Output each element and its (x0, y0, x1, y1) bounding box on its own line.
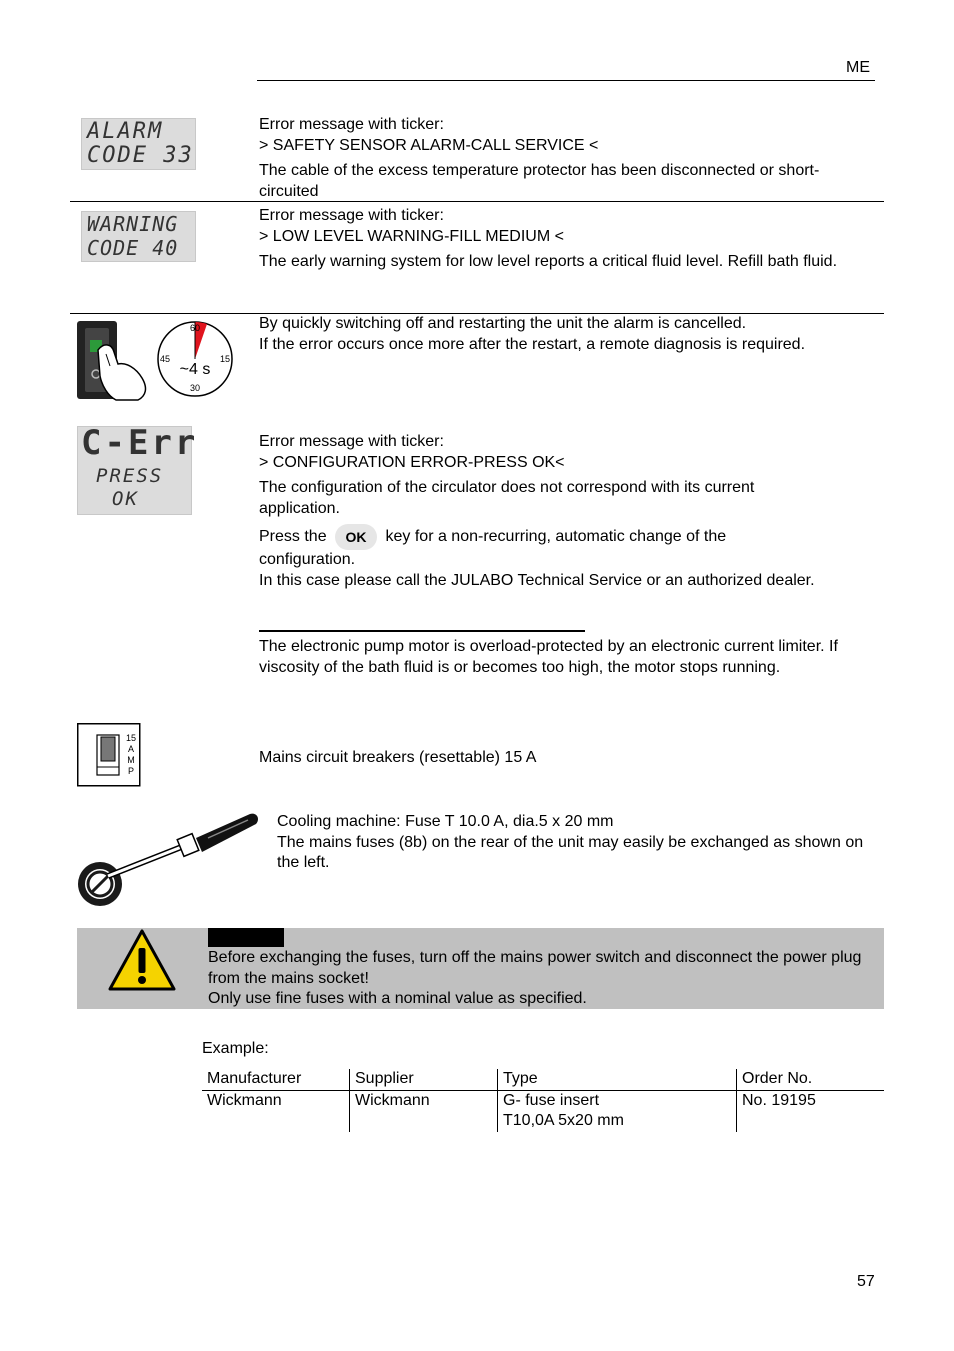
fuses-line2: The mains fuses (8b) on the rear of the unit may easily be exchanged as shown on the left. (277, 833, 864, 871)
lcd-line: WARNING (87, 212, 179, 236)
dial-label-bottom: 30 (189, 383, 201, 393)
table-header: Supplier (350, 1069, 498, 1090)
alarm33-title: Error message with ticker: (259, 116, 444, 133)
cerr-press-line (259, 524, 884, 550)
cerr-title: Error message with ticker: (259, 433, 444, 450)
table-header: Manufacturer (207, 1070, 302, 1087)
alarm33-text (259, 115, 859, 202)
warning40-desc: The early warning system for low level reports a critical fluid level. Refill bath fluid. (259, 253, 838, 270)
cerr-press-before: Press the (259, 528, 327, 546)
breaker-label: 15 (125, 733, 137, 743)
cerr-press-cont: configuration. (259, 551, 356, 568)
breaker-label: P (127, 766, 135, 776)
warning-box (77, 928, 884, 1009)
lcd-line: ALARM (87, 119, 164, 144)
breaker-label: M (127, 755, 135, 765)
section-label: ME (846, 59, 870, 76)
fuses-text (277, 812, 867, 874)
cerr-ticker: > CONFIGURATION ERROR-PRESS OK< (259, 453, 565, 471)
breaker-label: A (127, 744, 135, 754)
circuit-breaker-icon (77, 723, 141, 787)
pump-desc: The electronic pump motor is overload-protected by an electronic current limiter. If viscosity of the bath fluid is or becomes too high, the motor stops running. (259, 638, 838, 676)
type-line1: G- fuse insert (503, 1091, 600, 1109)
lcd-line: C-Err (81, 423, 199, 463)
type-line2: T10,0A 5x20 mm (503, 1112, 624, 1129)
warning40-title: Error message with ticker: (259, 207, 444, 224)
warning-line1: Before exchanging the fuses, turn off the mains power switch and disconnect the power plug from the mains socket! (208, 949, 862, 987)
ok-key-icon: OK (335, 524, 377, 550)
warning40-ticker: > LOW LEVEL WARNING-FILL MEDIUM < (259, 227, 564, 245)
restart-line1: By quickly switching off and restarting the unit the alarm is cancelled. (259, 315, 747, 332)
table-cell (498, 1090, 737, 1132)
alarm33-ticker: > SAFETY SENSOR ALARM-CALL SERVICE < (259, 136, 599, 154)
power-switch-icon (76, 320, 156, 402)
example-label: Example: (202, 1040, 269, 1057)
lcd-line: CODE 33 (87, 143, 194, 168)
dial-label-right: 15 (219, 354, 231, 364)
fuses-line1: Cooling machine: Fuse T 10.0 A, dia.5 x 20 mm (277, 813, 614, 830)
lcd-line: OK (112, 488, 139, 510)
divider (70, 201, 884, 202)
table-header-row (202, 1069, 884, 1090)
lcd-alarm-code-33 (81, 118, 196, 170)
table-row (202, 1090, 884, 1132)
table-header: Order No. (737, 1069, 885, 1090)
warning-label-bar (208, 928, 284, 947)
page-number: 57 (857, 1273, 875, 1290)
fuse-table (202, 1069, 884, 1132)
lcd-configuration-error (77, 423, 199, 515)
breaker-text: Mains circuit breakers (resettable) 15 A (259, 749, 537, 766)
alarm33-desc: The cable of the excess temperature protector has been disconnected or short-circuited (259, 162, 820, 200)
dial-label-left: 45 (159, 354, 171, 364)
restart-text (259, 314, 879, 355)
screwdriver-icon (74, 808, 260, 912)
warning40-text (259, 206, 869, 273)
section-rule (259, 630, 585, 632)
table-header: Type (498, 1069, 737, 1090)
cerr-desc: The configuration of the circulator does not correspond with its current application. (259, 479, 755, 517)
lcd-line: PRESS (96, 465, 164, 487)
dial-label-top: 60 (189, 323, 201, 333)
timer-dial-icon (154, 320, 236, 398)
warning-line2: Only use fine fuses with a nominal value as specified. (208, 990, 587, 1007)
lcd-line: CODE 40 (87, 236, 179, 260)
cerr-text (259, 432, 884, 591)
restart-line2: If the error occurs once more after the restart, a remote diagnosis is required. (259, 335, 806, 353)
table-cell: No. 19195 (737, 1090, 885, 1132)
cerr-service: In this case please call the JULABO Technical Service or an authorized dealer. (259, 571, 815, 589)
warning-text (208, 948, 868, 1010)
table-cell: Wickmann (207, 1091, 282, 1109)
lcd-warning-code-40 (81, 211, 196, 262)
cerr-press-after: key for a non-recurring, automatic change of the (385, 528, 727, 546)
header-rule (257, 80, 875, 81)
warning-triangle-icon (107, 928, 177, 992)
dial-value: ~4 s (179, 361, 211, 378)
table-cell: Wickmann (350, 1090, 498, 1132)
